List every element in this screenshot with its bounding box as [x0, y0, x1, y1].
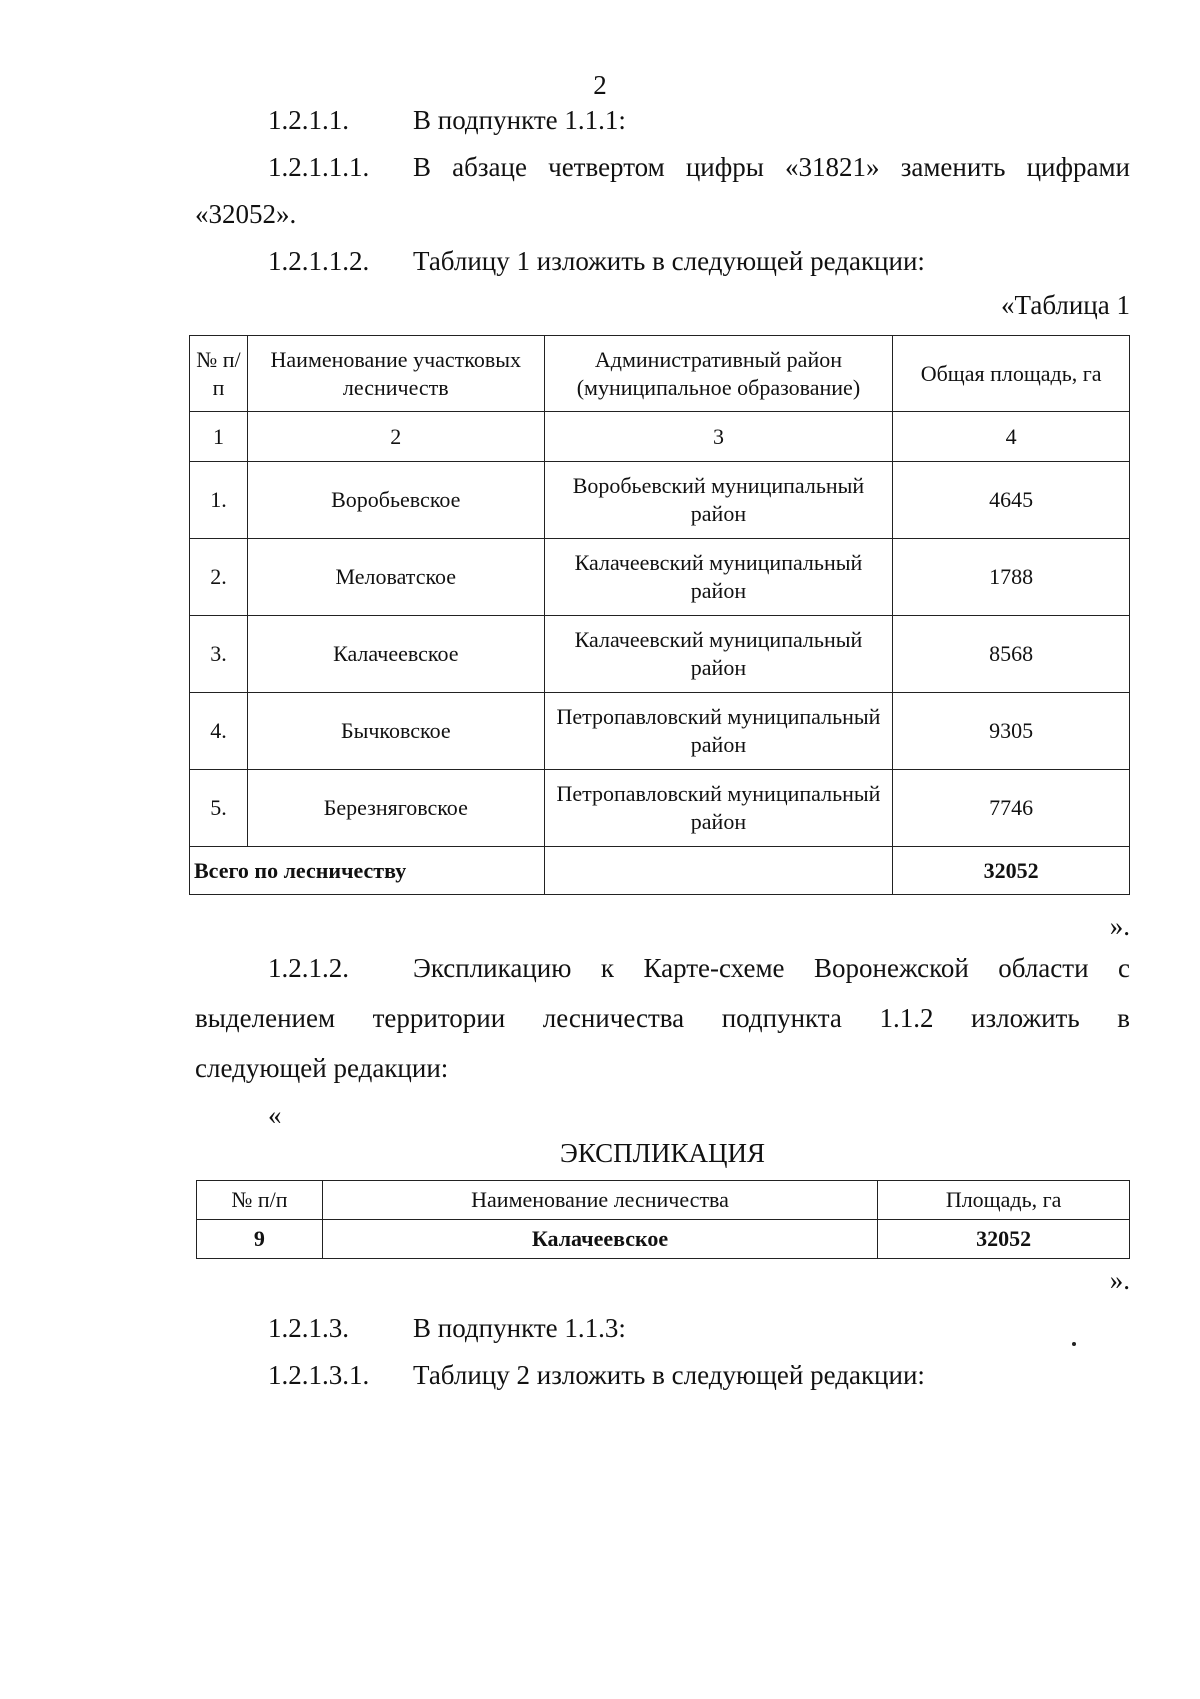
paragraph-number: 1.2.1.1.1. — [268, 152, 370, 182]
header-cell: Административный район (муниципальное образование) — [544, 336, 893, 412]
area-value: 4645 — [893, 462, 1130, 539]
forestry-name: Калачеевское — [322, 1220, 877, 1259]
column-number-cell: 4 — [893, 412, 1130, 462]
row-number: 2. — [190, 539, 248, 616]
total-value: 32052 — [893, 847, 1130, 895]
paragraph-line: выделением территории лесничества подпункта 1.1.2 изложить в — [195, 1003, 1130, 1033]
column-number-row — [190, 412, 1130, 462]
header-cell: Наименование участковых лесничеств — [247, 336, 544, 412]
header-cell: Наименование лесничества — [322, 1181, 877, 1220]
table-row — [190, 693, 1130, 770]
total-label: Всего по лесничеству — [190, 847, 545, 895]
table1-close-quote: ». — [1109, 911, 1130, 941]
table-header-row — [190, 336, 1130, 412]
table-row — [190, 770, 1130, 847]
forestry-name: Бычковское — [247, 693, 544, 770]
table1-caption: «Таблица 1 — [1001, 290, 1130, 320]
paragraph-text: В абзаце четвертом цифры «31821» заменить цифрами — [413, 152, 1130, 182]
row-number: 3. — [190, 616, 248, 693]
paragraph-number: 1.2.1.3.1. — [268, 1360, 370, 1390]
district-name: Петропавловский муниципальный район — [544, 693, 893, 770]
open-quote: « — [268, 1100, 282, 1130]
table-row — [197, 1220, 1130, 1259]
explication-table — [196, 1180, 1130, 1259]
header-cell: № п/п — [197, 1181, 323, 1220]
district-name: Воробьевский муниципальный район — [544, 462, 893, 539]
paragraph-number: 1.2.1.1.2. — [268, 246, 370, 276]
area-value: 8568 — [893, 616, 1130, 693]
table2-close-quote: ». — [1109, 1265, 1130, 1295]
paragraph-text: В подпункте 1.1.3: — [413, 1313, 626, 1343]
explication-title: ЭКСПЛИКАЦИЯ — [560, 1138, 765, 1168]
area-value: 1788 — [893, 539, 1130, 616]
table-1 — [189, 335, 1130, 895]
district-name: Калачеевский муниципальный район — [544, 539, 893, 616]
paragraph-text: В подпункте 1.1.1: — [413, 105, 626, 135]
area-value: 9305 — [893, 693, 1130, 770]
forestry-name: Воробьевское — [247, 462, 544, 539]
district-name: Петропавловский муниципальный район — [544, 770, 893, 847]
paragraph-text: Таблицу 2 изложить в следующей редакции: — [413, 1360, 925, 1390]
header-cell: Площадь, га — [878, 1181, 1130, 1220]
paragraph-number: 1.2.1.1. — [268, 105, 349, 135]
table-row — [190, 539, 1130, 616]
row-number: 1. — [190, 462, 248, 539]
forestry-name: Калачеевское — [247, 616, 544, 693]
area-value: 7746 — [893, 770, 1130, 847]
row-number: 4. — [190, 693, 248, 770]
paragraph-line: следующей редакции: — [195, 1053, 449, 1083]
header-cell: № п/п — [190, 336, 248, 412]
paragraph-number: 1.2.1.3. — [268, 1313, 349, 1343]
paragraph-number: 1.2.1.2. — [268, 953, 349, 983]
column-number-cell: 2 — [247, 412, 544, 462]
paragraph-text: Экспликацию к Карте-схеме Воронежской области с — [413, 953, 1130, 983]
table-header-row — [197, 1181, 1130, 1220]
forestry-name: Березняговское — [247, 770, 544, 847]
header-cell: Общая площадь, га — [893, 336, 1130, 412]
row-number: 9 — [197, 1220, 323, 1259]
column-number-cell: 3 — [544, 412, 893, 462]
row-number: 5. — [190, 770, 248, 847]
paragraph-continuation: «32052». — [195, 199, 297, 229]
paragraph-text: Таблицу 1 изложить в следующей редакции: — [413, 246, 925, 276]
column-number-cell: 1 — [190, 412, 248, 462]
table-total-row — [190, 847, 1130, 895]
table-row — [190, 616, 1130, 693]
page-number: 2 — [593, 70, 607, 100]
total-empty-cell — [544, 847, 893, 895]
district-name: Калачеевский муниципальный район — [544, 616, 893, 693]
scan-speck — [1072, 1342, 1076, 1346]
area-value: 32052 — [878, 1220, 1130, 1259]
forestry-name: Меловатское — [247, 539, 544, 616]
table-row — [190, 462, 1130, 539]
